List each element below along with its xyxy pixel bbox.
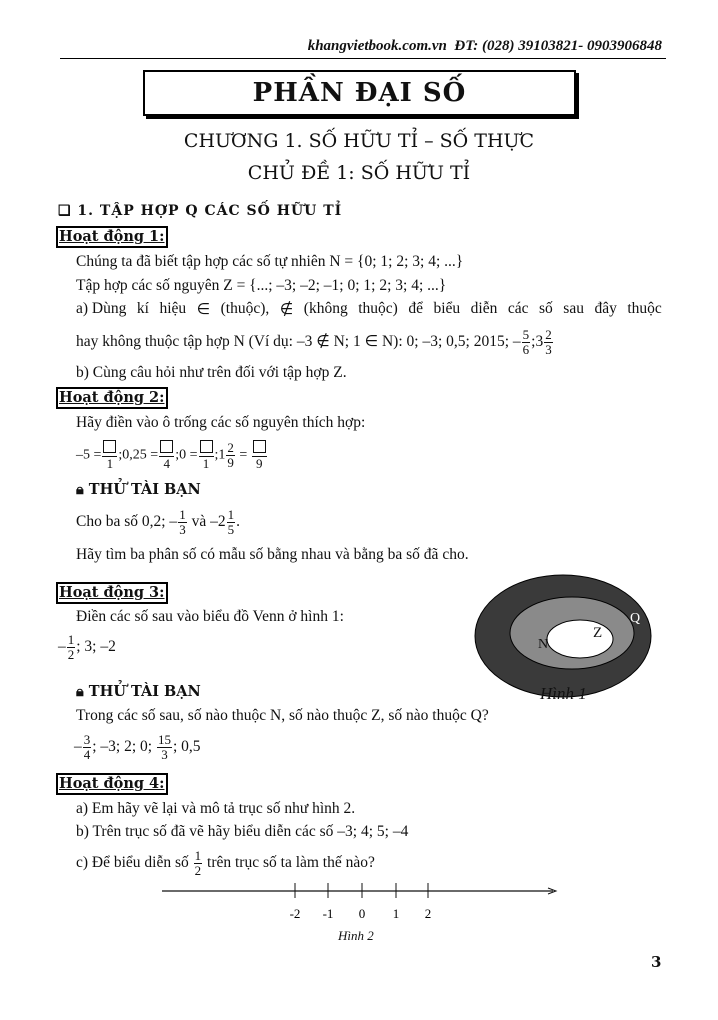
chapter-title: CHƯƠNG 1. SỐ HỮU TỈ – SỐ THỰC [183, 130, 535, 152]
venn-label-n: N [538, 637, 549, 652]
section-heading: ❑ 1. TẬP HỢP Q CÁC SỐ HỮU TỈ [58, 203, 343, 219]
lock-icon: 🔒︎ [76, 683, 84, 700]
word: thuộc) [358, 300, 398, 317]
hd1-line3 [76, 300, 662, 319]
hd4-line3: c) Để biểu diễn số $\frac{1}{2}$ trên trục số ta làm thế nào? [76, 848, 375, 878]
fraction: $\frac{5}{6}$ [522, 327, 530, 357]
hd2-line1: Hãy điền vào ô trống các số nguyên thích hợp: [76, 414, 366, 431]
blank-fraction[interactable]: 1 [199, 440, 214, 471]
word: hiệu [159, 300, 187, 317]
fraction: $\frac{2}{3}$ [545, 327, 552, 357]
activity-4-label: Hoạt động 4: [56, 773, 168, 795]
page-header [308, 38, 662, 55]
hd2-equations: –5 = 1 ;0,25 = 4 ;0 = 1 ;1 $\frac{2}{9}$ = 9 [76, 440, 268, 471]
word: biểu [433, 300, 461, 317]
hd1-line4-text: hay không thuộc tập hợp N (Ví dụ: –3 ∉ N; 1 ∈ N): 0; –3; 0,5; 2015; – [76, 333, 521, 351]
tick-label: 2 [424, 906, 432, 921]
blank-fraction[interactable]: 9 [252, 440, 267, 471]
word: các [507, 300, 529, 317]
word: đây [594, 300, 617, 317]
page-number: 3 [651, 953, 662, 971]
header-site: khangvietbook.com.vn [307, 38, 447, 54]
word: để [408, 300, 423, 317]
hd1-line2: Tập hợp các số nguyên Z = {...; –3; –2; –1; 0; 1; 2; 3; 4; ...} [76, 277, 447, 294]
word: a) Dùng [76, 300, 127, 317]
try-heading-2: 🔒︎ THỬ TÀI BẠN [76, 683, 201, 700]
hd4-line2: b) Trên trục số đã vẽ hãy biểu diễn các số –3; 4; 5; –4 [76, 823, 409, 840]
word: (không [303, 300, 348, 317]
word: thuộc [627, 300, 662, 317]
tick-label: 1 [392, 906, 400, 921]
word: diễn [470, 300, 498, 317]
hd4-line1: a) Em hãy vẽ lại và mô tả trục số như hình 2. [76, 800, 356, 817]
blank-fraction[interactable]: 1 [102, 440, 117, 471]
word: ∈ [196, 301, 211, 318]
venn-set-n [547, 620, 613, 658]
header-phone: ĐT: (028) 39103821- 0903906848 [454, 38, 662, 54]
try2-numbers: – $\frac{3}{4}$ ; –3; 2; 0; $\frac{15}{3}$ ; 0,5 [74, 732, 201, 762]
hd1-line1: Chúng ta đã biết tập hợp các số tự nhiên N = {0; 1; 2; 3; 4; ...} [76, 253, 464, 270]
activity-1-label: Hoạt động 1: [56, 226, 168, 248]
fraction: $\frac{2}{9}$ [227, 440, 234, 470]
lock-icon: 🔒︎ [76, 481, 84, 498]
word: (thuộc), [220, 300, 270, 317]
hd1-line4: hay không thuộc tập hợp N (Ví dụ: –3 ∉ N; 1 ∈ N): 0; –3; 0,5; 2015; – $\frac{5}{6}$ ;3 $\frac{2}{3}$ [76, 327, 552, 357]
hd3-numbers: – $\frac{1}{2}$ ; 3; –2 [58, 632, 116, 662]
venn-label-z: Z [593, 625, 603, 641]
activity-3-label: Hoạt động 3: [56, 582, 168, 604]
hd1-line5: b) Cùng câu hỏi như trên đối với tập hợp Z. [76, 364, 347, 381]
word: sau [563, 300, 584, 317]
try1-line1: Cho ba số 0,2; – $\frac{1}{3}$ và –2 $\frac{1}{5}$ . [76, 507, 240, 537]
figure-1-caption: Hình 1 [540, 684, 587, 703]
figure-2-caption: Hình 2 [338, 928, 374, 943]
word: kí [136, 300, 149, 317]
topic-title: CHỦ ĐỀ 1: SỐ HỮU TỈ [247, 162, 471, 184]
tick-label: -1 [322, 906, 334, 921]
try1-line2: Hãy tìm ba phân số có mẫu số bằng nhau và bằng ba số đã cho. [76, 546, 469, 563]
tick-label: -2 [289, 906, 301, 921]
tick-label: 0 [358, 906, 366, 921]
try-heading-1: 🔒︎ THỬ TÀI BẠN [76, 481, 201, 498]
word: ∉ [279, 301, 294, 318]
word: số [538, 300, 553, 317]
activity-2-label: Hoạt động 2: [56, 387, 168, 409]
venn-label-q: Q [630, 611, 641, 626]
part-title: PHẦN ĐẠI SỐ [143, 70, 576, 116]
try2-line1: Trong các số sau, số nào thuộc N, số nào thuộc Z, số nào thuộc Q? [76, 707, 489, 724]
hd3-line1: Điền các số sau vào biểu đồ Venn ở hình 1: [76, 608, 344, 625]
header-rule [60, 58, 666, 59]
blank-fraction[interactable]: 4 [159, 440, 174, 471]
